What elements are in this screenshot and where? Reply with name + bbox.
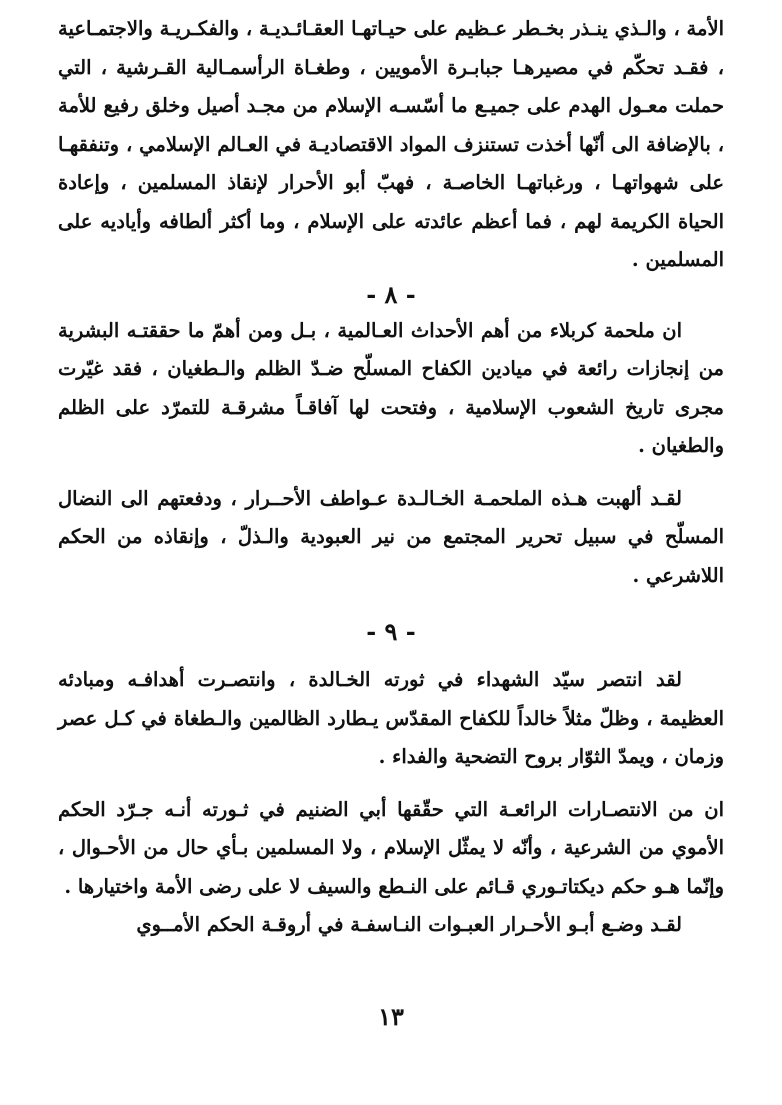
paragraph-3: لقـد ألهبت هـذه الملحمـة الخـالـدة عـواطف الأحــرار ، ودفعتهم الى النضال المسلّح في سبيل تحرير المجتمع من نير العبودية والـذلّ ، وإنقاذه من الحكم اللاشرعي . xyxy=(58,486,724,587)
section-number-8: - ٨ - xyxy=(366,279,416,309)
paragraph-1: الأمة ، والـذي ينـذر بخـطر عـظيم على حيـاتهـا العقـائـديـة ، والفكـريـة والاجتمـاعية ، فقـد تحكّم في مصيرهـا جبابـرة الأمويين ، وطغـاة الرأسمـالية القـرشية ، التي حملت معـول الهدم على جميـع ما أسّسـه الإسلام من مجـد أصيل وخلق رفيع للأمة ، بالإضافة الى أنّها أخذت تستنزف المواد الاقتصاديـة في العـالم الإسلامي ، وتنفقهـا على شهواتهـا ، ورغباتهـا الخاصـة ، فهبّ أبو الأحرار لإنقاذ المسلمين ، وإعادة الحياة الكريمة لهم ، فما أعظم عائدته على الإسلام ، وما أكثر ألطافه وأياديه على المسلمين . xyxy=(58,17,724,271)
paragraph-6: لقـد وضـع أبـو الأحـرار العبـوات النـاسفـة في أروقـة الحكم الأمــوي xyxy=(136,913,682,936)
page-number: ١٣ xyxy=(378,1002,404,1031)
page-body xyxy=(58,10,724,945)
paragraph-5: ان من الانتصـارات الرائعـة التي حقّقها أبي الضنيم في ثـورته أنـه جـرّد الحكم الأموي من الشرعية ، وأنّه لا يمثّل الإسلام ، ولا المسلمين بـأي حال من الأحـوال ، وإنّما هـو حكم ديكتاتـوري قـائم على النـطع والسيف لا على رضى الأمة واختيارها . xyxy=(58,797,724,898)
paragraph-gap xyxy=(58,777,724,791)
section-number-9: - ٩ - xyxy=(366,617,416,646)
paragraph-4: لقد انتصر سيّد الشهداء في ثورته الخـالدة ، وانتصـرت أهدافـه ومبادئه العظيمة ، وظلّ مثلاً خالداً للكفاح المقدّس يـطارد الظالمين والـطغاة في كـل عصر وزمان ، ويمدّ الثوّار بروح التضحية والفداء . xyxy=(58,668,724,768)
paragraph-gap xyxy=(58,466,724,480)
paragraph-2: ان ملحمة كربلاء من أهم الأحداث العـالمية ، بـل ومن أهمّ ما حققتـه البشرية من إنجازات رائعة في ميادين الكفاح المسلّح ضـدّ الظلم والـطغيان ، فقد غيّرت مجرى تاريخ الشعوب الإسلامية ، وفتحت لها آفاقـاً مشرقـة للتمرّد على الظلم والطغيان . xyxy=(58,318,724,457)
